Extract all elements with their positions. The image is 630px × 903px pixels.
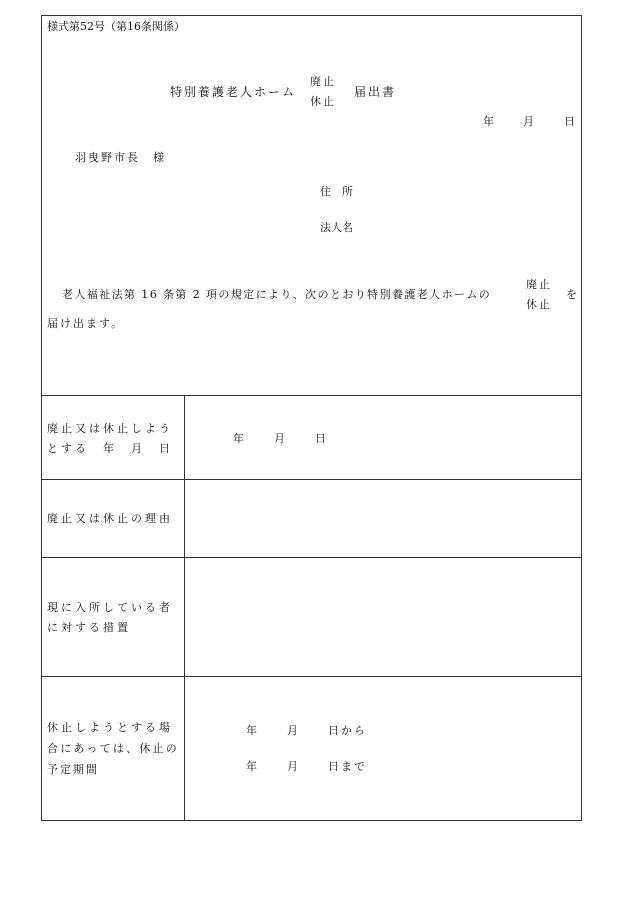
- divider-header: [41, 395, 582, 396]
- statement-text: 老人福祉法第 16 条第 2 項の規定により、次のとおり特別養護老人ホームの: [62, 288, 492, 301]
- title-suffix: 届出書: [354, 85, 397, 99]
- period-from-year[interactable]: 年: [246, 724, 257, 737]
- statement-option-abolish: 廃止: [526, 278, 552, 291]
- period-to-year[interactable]: 年: [246, 760, 257, 773]
- planned-date-label-1: 廃止又は休止しよう: [47, 422, 173, 435]
- title-prefix: 特別養護老人ホーム: [170, 85, 297, 99]
- date-month[interactable]: 月: [523, 115, 534, 128]
- reason-input-area[interactable]: [185, 480, 581, 557]
- addressee: 羽曳野市長 様: [75, 151, 166, 164]
- date-year[interactable]: 年: [483, 115, 494, 128]
- statement-line2: 届け出ます。: [47, 317, 125, 330]
- planned-date-month[interactable]: 月: [274, 432, 285, 445]
- period-label-2: 合にあっては、休止の: [47, 742, 179, 755]
- planned-date-day[interactable]: 日: [315, 432, 326, 445]
- measures-label-2: に対する措置: [47, 621, 131, 634]
- address-label: 住 所: [320, 185, 353, 198]
- period-to-month[interactable]: 月: [287, 760, 298, 773]
- statement-particle: を: [566, 288, 577, 301]
- form-number: 様式第52号（第16条関係）: [47, 20, 185, 33]
- reason-label: 廃止又は休止の理由: [47, 512, 173, 525]
- period-to-day[interactable]: 日まで: [328, 760, 367, 773]
- date-day[interactable]: 日: [564, 115, 575, 128]
- title-option-abolish: 廃止: [310, 75, 336, 88]
- period-label-1: 休止しようとする場: [47, 721, 173, 734]
- planned-date-year[interactable]: 年: [233, 432, 244, 445]
- period-label-3: 予定期間: [47, 763, 99, 776]
- planned-date-label-2: とする 年 月 日: [47, 442, 173, 455]
- form-frame: [41, 15, 582, 821]
- measures-label-1: 現に入所している者: [47, 601, 173, 614]
- statement-option-suspend: 休止: [526, 298, 552, 311]
- corp-name-label: 法人名: [320, 221, 353, 234]
- measures-input-area[interactable]: [185, 558, 581, 676]
- title-option-suspend: 休止: [310, 95, 336, 108]
- divider-row-3: [41, 676, 582, 677]
- period-from-month[interactable]: 月: [287, 724, 298, 737]
- period-from-day[interactable]: 日から: [328, 724, 367, 737]
